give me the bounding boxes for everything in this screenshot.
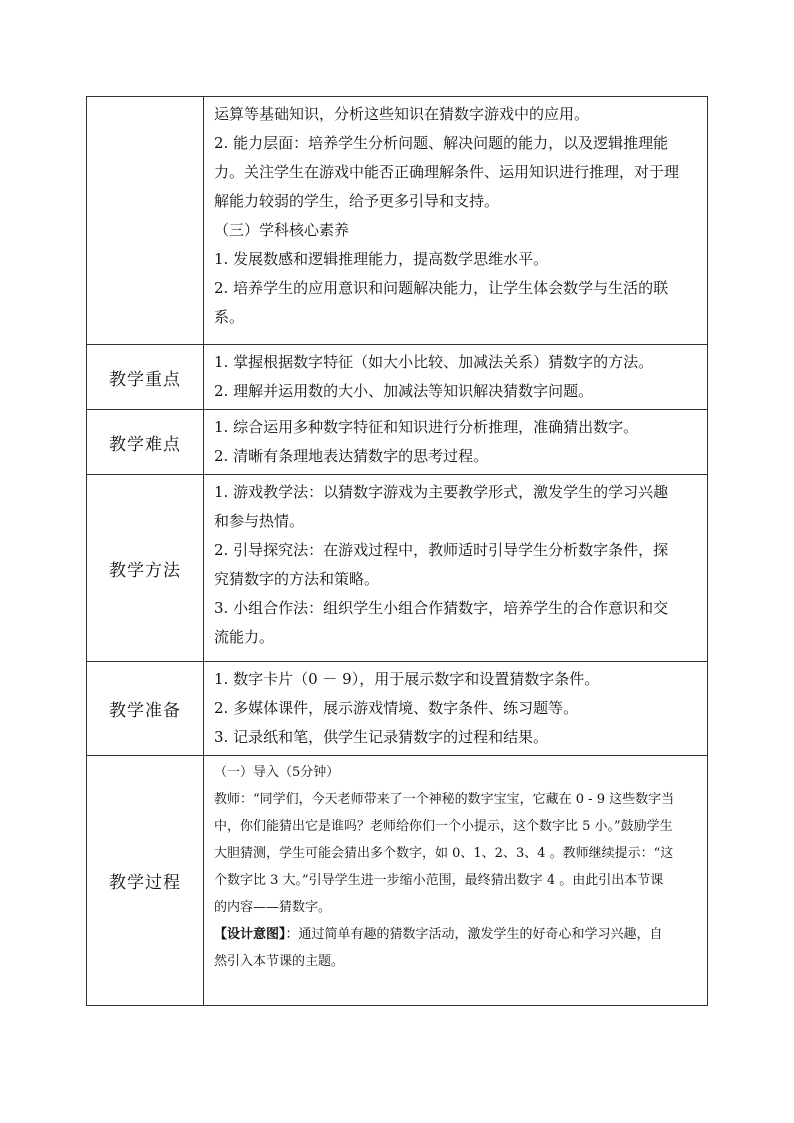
table-row-key-points <box>87 345 708 410</box>
table-row-objectives <box>87 97 708 345</box>
content-line: 的内容——猜数字。 <box>214 900 332 915</box>
content-line: 2. 能力层面：培养学生分析问题、解决问题的能力，以及逻辑推理能 <box>214 134 669 152</box>
lesson-plan-table <box>86 96 708 1006</box>
content-line: 3. 记录纸和笔，供学生记录猜数字的过程和结果。 <box>214 728 549 746</box>
design-intent-text: ：通过简单有趣的猜数字活动，激发学生的好奇心和学习兴趣，自 <box>285 927 663 942</box>
content-line: 个数字比 3 大。”引导学生进一步缩小范围，最终猜出数字 4 。由此引出本节课 <box>214 873 664 888</box>
content-line: 2. 培养学生的应用意识和问题解决能力，让学生体会数学与生活的联 <box>214 279 669 297</box>
content-line: 究猜数字的方法和策略。 <box>214 570 380 588</box>
row-content <box>204 97 708 345</box>
table-row-difficulties <box>87 410 708 475</box>
content-line: 2. 引导探究法：在游戏过程中，教师适时引导学生分析数字条件，探 <box>214 541 669 559</box>
row-label: 教学难点 <box>87 410 204 475</box>
content-line: 然引入本节课的主题。 <box>214 954 345 969</box>
row-content <box>204 475 708 662</box>
content-line: 中，你们能猜出它是谁吗？老师给你们一个小提示，这个数字比 5 小。”鼓励学生 <box>214 819 673 834</box>
content-line: （一）导入（5分钟） <box>214 765 340 780</box>
content-line: 1. 游戏教学法：以猜数字游戏为主要教学形式，激发学生的学习兴趣 <box>214 483 669 501</box>
row-content <box>204 345 708 410</box>
content-line: 教师：“同学们，今天老师带来了一个神秘的数字宝宝，它藏在 0 - 9 这些数字当 <box>214 792 675 807</box>
table-row-methods <box>87 475 708 662</box>
content-line: 力。关注学生在游戏中能否正确理解条件、运用知识进行推理，对于理 <box>214 163 680 181</box>
row-label <box>87 97 204 345</box>
content-line: 1. 发展数感和逻辑推理能力，提高数学思维水平。 <box>214 250 549 268</box>
content-line: 系。 <box>214 308 245 326</box>
content-line: 1. 综合运用多种数字特征和知识进行分析推理，准确猜出数字。 <box>214 418 639 436</box>
row-label: 教学过程 <box>87 756 204 1006</box>
content-line: 运算等基础知识，分析这些知识在猜数字游戏中的应用。 <box>214 105 590 123</box>
content-line: 2. 清晰有条理地表达猜数字的思考过程。 <box>214 447 489 465</box>
table-row-process <box>87 756 708 1006</box>
content-line: 2. 多媒体课件，展示游戏情境、数字条件、练习题等。 <box>214 699 579 717</box>
content-line: （三）学科核心素养 <box>214 221 350 239</box>
design-intent-line <box>214 921 703 948</box>
row-content <box>204 756 708 1006</box>
row-label: 教学方法 <box>87 475 204 662</box>
content-line: 1. 数字卡片（0 － 9），用于展示数字和设置猜数字条件。 <box>214 670 600 688</box>
design-intent-label: 【设计意图】 <box>214 927 286 942</box>
content-line: 1. 掌握根据数字特征（如大小比较、加减法关系）猜数字的方法。 <box>214 353 654 371</box>
row-label: 教学重点 <box>87 345 204 410</box>
row-content <box>204 662 708 756</box>
content-line: 2. 理解并运用数的大小、加减法等知识解决猜数字问题。 <box>214 382 594 400</box>
content-line: 大胆猜测，学生可能会猜出多个数字，如 0、1、2、3、4 。教师继续提示：“这 <box>214 846 674 861</box>
content-line: 流能力。 <box>214 628 275 646</box>
content-line: 和参与热情。 <box>214 512 305 530</box>
content-line: 解能力较弱的学生，给予更多引导和支持。 <box>214 192 500 210</box>
table-row-preparation <box>87 662 708 756</box>
row-content <box>204 410 708 475</box>
content-line: 3. 小组合作法：组织学生小组合作猜数字，培养学生的合作意识和交 <box>214 599 669 617</box>
row-label: 教学准备 <box>87 662 204 756</box>
